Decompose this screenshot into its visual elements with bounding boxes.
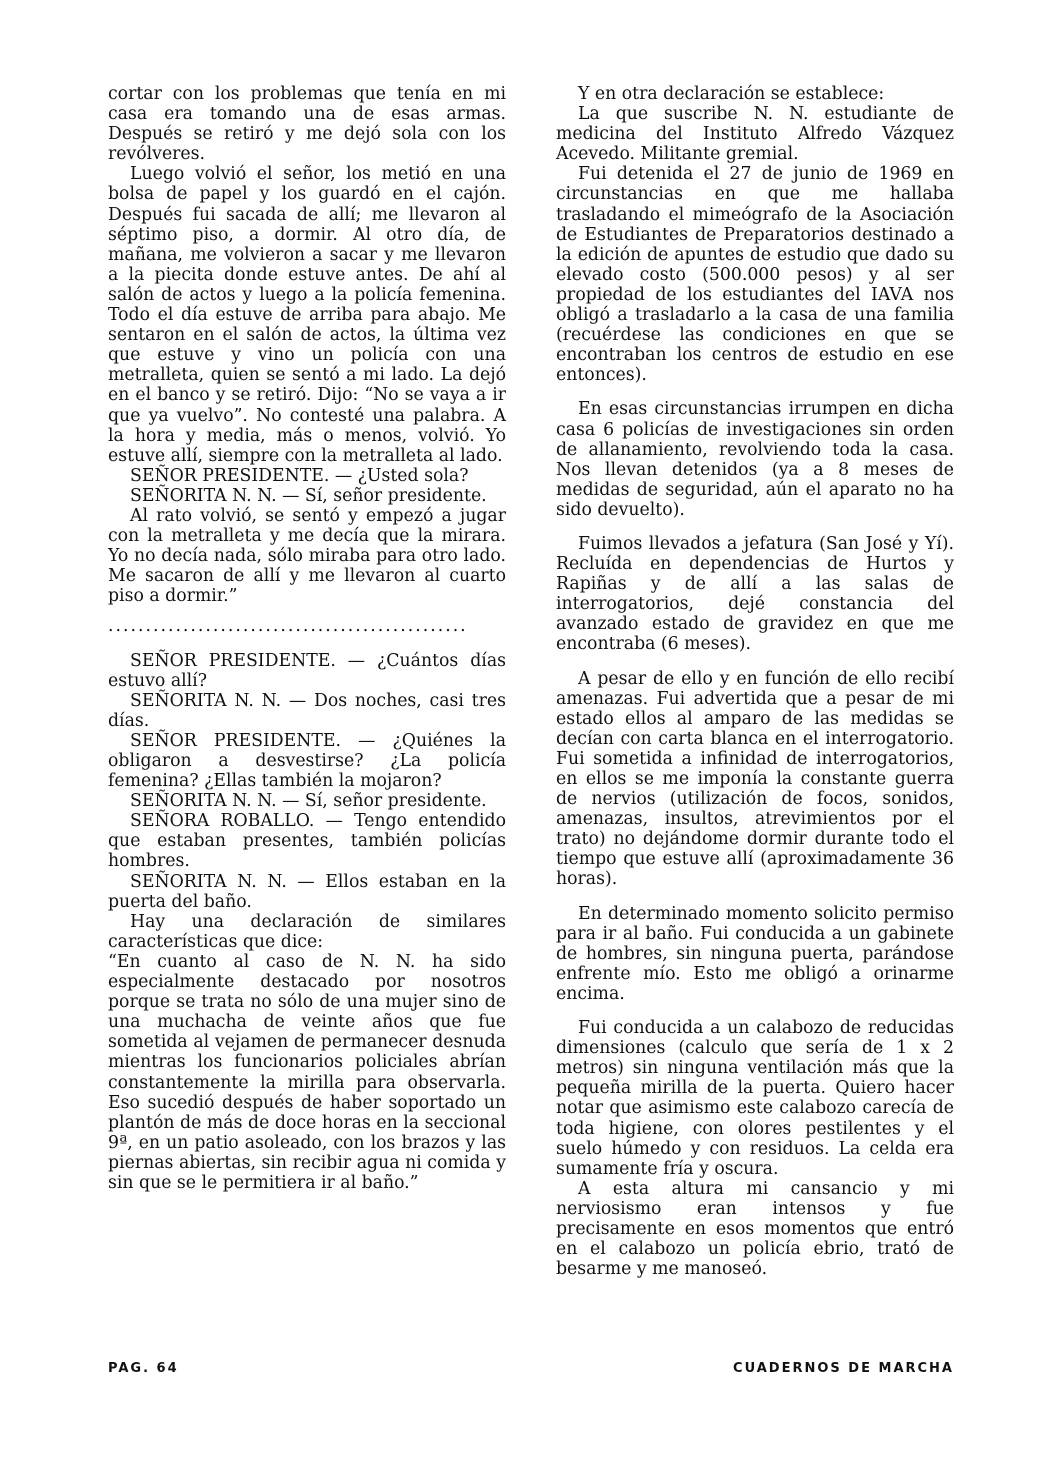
paragraph: La que suscribe N. N. estudiante de medicina del Instituto Alfredo Vázquez Acevedo. Militante gremial. xyxy=(556,104,954,165)
section-separator: ................................................ xyxy=(108,616,468,637)
paragraph: Al rato volvió, se sentó y empezó a jugar con la metralleta y me decía que la mirara. Yo no decía nada, sólo miraba para otro lado. Me sacaron de allí y me llevaron al cuarto piso a dormir.” xyxy=(108,505,506,607)
dialogue-line: SEÑORITA N. N. — Ellos estaban en la puerta del baño. xyxy=(108,871,506,912)
paragraph: A esta altura mi cansancio y mi nerviosismo eran intensos y fue precisamente en esos momentos que entró en el calabozo un policía ebrio, trató de besarme y me manoseó. xyxy=(556,1178,954,1280)
dialogue-line: SEÑOR PRESIDENTE. — ¿Quiénes la obligaron a desvestirse? ¿La policía femenina? ¿Ellas también la mojaron? xyxy=(108,730,506,792)
publication-name: CUADERNOS DE MARCHA xyxy=(733,1361,954,1376)
dialogue-line: SEÑOR PRESIDENTE. — ¿Cuántos días estuvo allí? xyxy=(108,650,506,691)
dialogue-line: SEÑORITA N. N. — Dos noches, casi tres días. xyxy=(108,690,506,731)
page-number: PAG. 64 xyxy=(108,1361,179,1376)
paragraph: Fui conducida a un calabozo de reducidas dimensiones (calculo que sería de 1 x 2 metros) sin ninguna ventilación más que la pequeña mirilla de la puerta. Quiero hacer notar que asimismo este calabozo carecía de toda higiene, con olores pestilentes y el suelo húmedo y con residuos. La celda era sumamente fría y oscura. xyxy=(556,1018,954,1179)
paragraph: Fuimos llevados a jefatura (San José y Yí). Recluída en dependencias de Hurtos y Rapiñas y de allí a las salas de interrogatorios, dejé constancia del avanzado estado de gravidez en que me encontraba (6 meses). xyxy=(556,533,954,655)
paragraph: Luego volvió el señor, los metió en una bolsa de papel y los guardó en el cajón. Después fui sacada de allí; me llevaron al séptimo piso, a dormir. Al otro día, de mañana, me volvieron a sacar y me llevaron a la piecita donde estuve antes. De ahí al salón de actos y luego a la policía femenina. Todo el día estuve de arriba para abajo. Me sentaron en el salón de actos, la última vez que estuve y vino un policía con una metralleta, quien se sentó a mi lado. La dejó en el banco y se retiró. Dijo: “No se vaya a ir que ya vuelvo”. No contesté una palabra. A la hora y media, más o menos, volvió. Yo estuve allí, siempre con la metralleta al lado. xyxy=(108,164,506,466)
quoted-declaration: “En cuanto al caso de N. N. ha sido especialmente destacado por nosotros porque se trata no sólo de una mujer sino de una muchacha de veinte años que fue sometida al vejamen de permanecer desnuda mientras los funcionarios policiales abrían constantemente la mirilla para observarla. Eso sucedió después de haber soportado un plantón de más de doce horas en la seccional 9ª, en un patio asoleado, con los brazos y las piernas abiertas, sin recibir agua ni comida y sin que se le permitiera ir al baño.” xyxy=(108,951,506,1193)
paragraph: En esas circunstancias irrumpen en dicha casa 6 policías de investigaciones sin orden de allanamiento, revolviendo toda la casa. Nos llevan detenidos (ya a 8 meses de medidas de seguridad, aún el aparato no ha sido devuelto). xyxy=(556,399,954,520)
dialogue-line: SEÑORITA N. N. — Sí, señor presidente. xyxy=(130,485,487,506)
paragraph: cortar con los problemas que tenía en mi casa era tomando una de esas armas. Después se retiró y me dejó sola con los revólveres. xyxy=(108,84,506,165)
right-column xyxy=(556,84,954,1279)
paragraph: A pesar de ello y en función de ello recibí amenazas. Fui advertida que a pesar de mi estado ellos al amparo de las medidas se decían con carta blanca en el interrogatorio. Fui sometida a infinidad de interrogatorios, en ellos se me imponía la constante guerra de nervios (utilización de focos, sonidos, amenazas, insultos, atrevimientos por el trato) no dejándome dormir durante todo el tiempo que estuve allí (aproximadamente 36 horas). xyxy=(556,668,954,890)
dialogue-line: SEÑORITA N. N. — Sí, señor presidente. xyxy=(130,791,487,812)
paragraph: Y en otra declaración se establece: xyxy=(578,84,885,104)
dialogue-line: SEÑORA ROBALLO. — Tengo entendido que estaban presentes, también policías hombres. xyxy=(108,811,506,872)
paragraph: Hay una declaración de similares características que dice: xyxy=(108,911,506,952)
left-column xyxy=(108,84,506,1193)
paragraph: Fui detenida el 27 de junio de 1969 en circunstancias en que me hallaba trasladando el mimeógrafo de la Asociación de Estudiantes de Preparatorios destinado a la edición de apuntes de estudio que dado su elevado costo (500.000 pesos) y al ser propiedad de los estudiantes del IAVA nos obligó a trasladarlo a la casa de una familia (recuérdese las condiciones en que se encontraban los centros de estudio en ese entonces). xyxy=(556,164,954,386)
paragraph: En determinado momento solicito permiso para ir al baño. Fui conducida a un gabinete de hombres, sin ninguna puerta, parándose enfrente mío. Esto me obligó a orinarme encima. xyxy=(556,903,954,1004)
dialogue-line: SEÑOR PRESIDENTE. — ¿Usted sola? xyxy=(130,465,469,486)
